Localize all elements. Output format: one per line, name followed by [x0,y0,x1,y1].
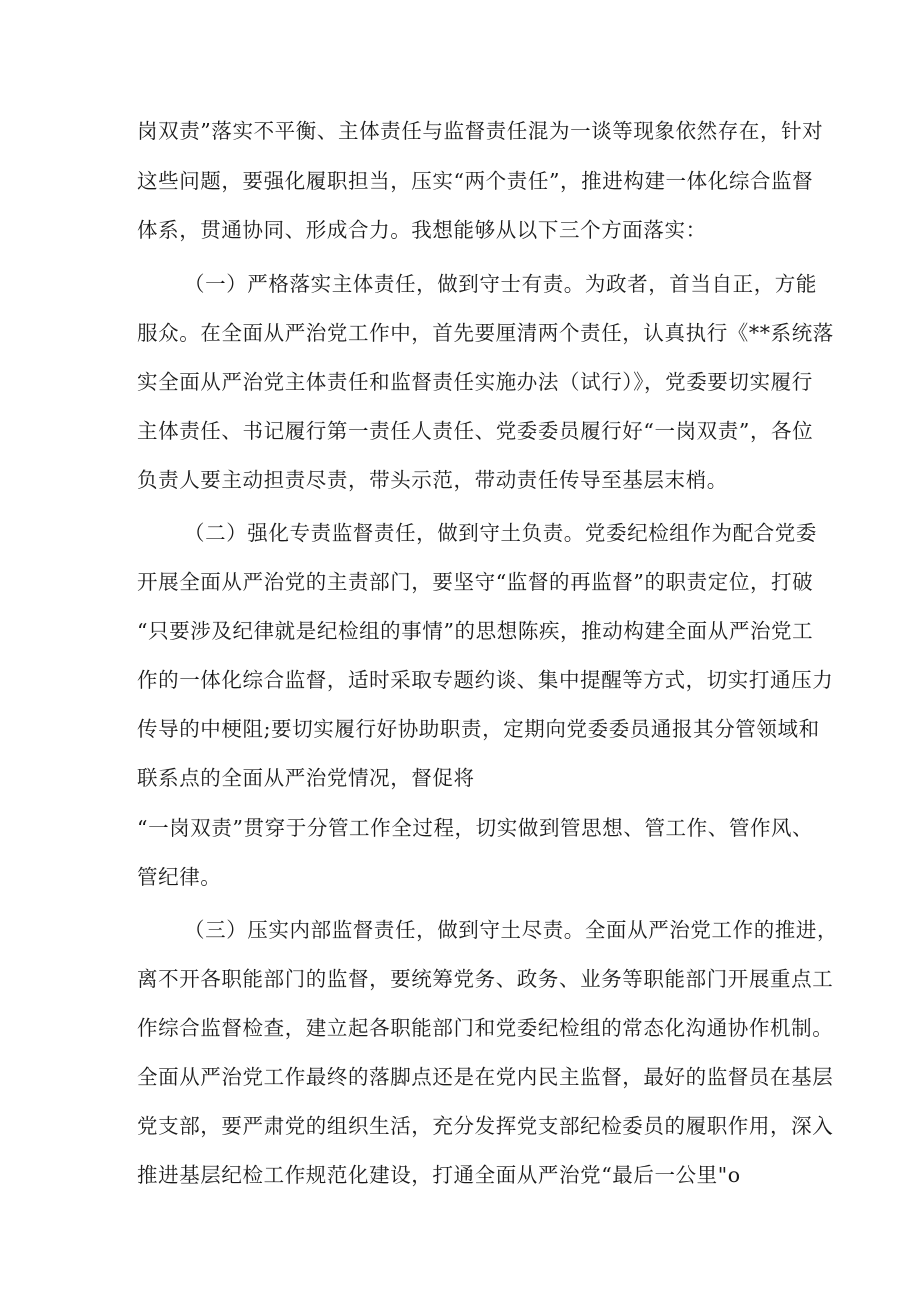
paragraph-heading-line: （二）强化专责监督责任，做到守土负责。党委纪检组作为配合党委 [184,521,817,545]
text-line: 传导的中梗阻;要切实履行好协助职责，定期向党委委员通报其分管领域和 [137,717,820,741]
text-line: 离不开各职能部门的监督，要统筹党务、政务、业务等职能部门开展重点工 [137,967,834,991]
text-line: 实全面从严治党主体责任和监督责任实施办法（试行）》，党委要切实履行 [137,370,813,394]
text-line: 党支部，要严肃党的组织生活，充分发挥党支部纪检委员的履职作用，深入 [137,1114,834,1138]
text-line: 岗双责”落实不平衡、主体责任与监督责任混为一谈等现象依然存在，针对 [137,119,824,143]
text-line: 作综合监督检查，建立起各职能部门和党委纪检组的常态化沟通协作机制。 [137,1016,834,1040]
text-line: 主体责任、书记履行第一责任人责任、党委委员履行好“一岗双责”，各位 [137,419,814,443]
text-line: “一岗双责”贯穿于分管工作全过程，切实做到管思想、管工作、管作风、 [137,816,814,840]
text-line: 这些问题，要强化履职担当，压实“两个责任”，推进构建一体化综合监督 [137,169,814,193]
text-line: “只要涉及纪律就是纪检组的事情”的思想陈疾，推动构建全面从严治党工 [137,619,814,643]
paragraph-heading-line: （一）严格落实主体责任，做到守士有责。为政者，首当自正，方能 [184,272,817,296]
text-line: 作的一体化综合监督，适时采取专题约谈、集中提醒等方式，切实打通压力 [137,668,834,692]
text-line: 全面从严治党工作最终的落脚点还是在党内民主监督，最好的监督员在基层 [137,1065,834,1089]
text-line: 负责人要主动担责尽责，带头示范，带动责任传导至基层末梢。 [137,468,728,492]
text-line: 推进基层纪检工作规范化建设，打通全面从严治党“最后一公里"o [137,1163,741,1187]
text-line: 开展全面从严治党的主责部门，要坚守“监督的再监督”的职责定位，打破 [137,570,814,594]
text-line: 服众。在全面从严治党工作中，首先要厘清两个责任，认真执行《**系统落 [137,321,834,345]
paragraph-heading-line: （三）压实内部监督责任，做到守土尽责。全面从严治党工作的推进， [184,918,839,942]
text-line: 联系点的全面从严治党情况，督促将 [137,766,475,790]
text-line: 管纪律。 [137,865,222,889]
text-line: 体系，贯通协同、形成合力。我想能够从以下三个方面落实： [137,218,707,242]
